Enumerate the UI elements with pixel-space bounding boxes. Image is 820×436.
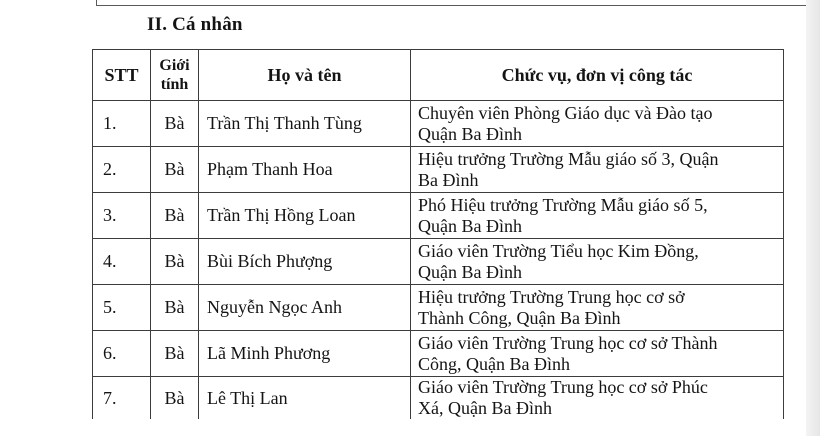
row-position <box>411 285 784 331</box>
row-name: Lê Thị Lan <box>199 377 411 420</box>
row-stt: 4. <box>93 239 151 285</box>
row-position <box>411 193 784 239</box>
row-stt: 5. <box>93 285 151 331</box>
table-row <box>93 147 784 193</box>
row-position <box>411 101 784 147</box>
row-position-line2: Quận Ba Đình <box>418 261 522 282</box>
row-position-line2: Ba Đình <box>418 169 479 190</box>
table-row <box>93 377 784 420</box>
table-row <box>93 101 784 147</box>
row-stt: 6. <box>93 331 151 377</box>
row-stt: 7. <box>93 377 151 420</box>
row-position <box>411 377 784 420</box>
table-row <box>93 285 784 331</box>
row-position-line1: Giáo viên Trường Trung học cơ sở Thành <box>418 332 718 353</box>
row-stt: 2. <box>93 147 151 193</box>
row-gender: Bà <box>151 193 199 239</box>
header-gender-line1: Giới <box>159 57 190 74</box>
row-stt: 1. <box>93 101 151 147</box>
row-name: Lã Minh Phương <box>199 331 411 377</box>
row-gender: Bà <box>151 377 199 420</box>
header-position: Chức vụ, đơn vị công tác <box>411 50 784 101</box>
row-position <box>411 239 784 285</box>
row-stt: 3. <box>93 193 151 239</box>
row-position-line1: Hiệu trưởng Trường Mẫu giáo số 3, Quận <box>418 148 719 169</box>
section-title: II. Cá nhân <box>147 14 243 35</box>
header-gender <box>151 50 199 101</box>
row-gender: Bà <box>151 101 199 147</box>
row-name: Trần Thị Thanh Tùng <box>199 101 411 147</box>
row-position-line1: Chuyên viên Phòng Giáo dục và Đào tạo <box>418 102 713 123</box>
row-position-line2: Công, Quận Ba Đình <box>418 353 570 374</box>
table-row <box>93 193 784 239</box>
header-gender-line2: tính <box>160 76 189 93</box>
header-name: Họ và tên <box>199 50 411 101</box>
row-gender: Bà <box>151 285 199 331</box>
table-header-row <box>93 50 784 101</box>
header-stt: STT <box>93 50 151 101</box>
row-name: Bùi Bích Phượng <box>199 239 411 285</box>
row-position <box>411 331 784 377</box>
row-gender: Bà <box>151 239 199 285</box>
row-position <box>411 147 784 193</box>
row-gender: Bà <box>151 147 199 193</box>
row-position-line1: Giáo viên Trường Trung học cơ sở Phúc <box>418 377 708 397</box>
row-name: Phạm Thanh Hoa <box>199 147 411 193</box>
row-position-line1: Hiệu trưởng Trường Trung học cơ sở <box>418 286 685 307</box>
individuals-table <box>92 49 784 419</box>
row-name: Nguyễn Ngọc Anh <box>199 285 411 331</box>
row-position-line1: Phó Hiệu trưởng Trường Mẫu giáo số 5, <box>418 194 708 215</box>
row-name: Trần Thị Hồng Loan <box>199 193 411 239</box>
previous-table-edge <box>96 0 808 6</box>
row-position-line2: Xá, Quận Ba Đình <box>418 398 552 418</box>
row-position-line1: Giáo viên Trường Tiểu học Kim Đồng, <box>418 240 699 261</box>
page-edge <box>806 0 820 436</box>
row-position-line2: Thành Công, Quận Ba Đình <box>418 307 621 328</box>
row-gender: Bà <box>151 331 199 377</box>
table-row <box>93 239 784 285</box>
row-position-line2: Quận Ba Đình <box>418 215 522 236</box>
table-row <box>93 331 784 377</box>
row-position-line2: Quận Ba Đình <box>418 123 522 144</box>
